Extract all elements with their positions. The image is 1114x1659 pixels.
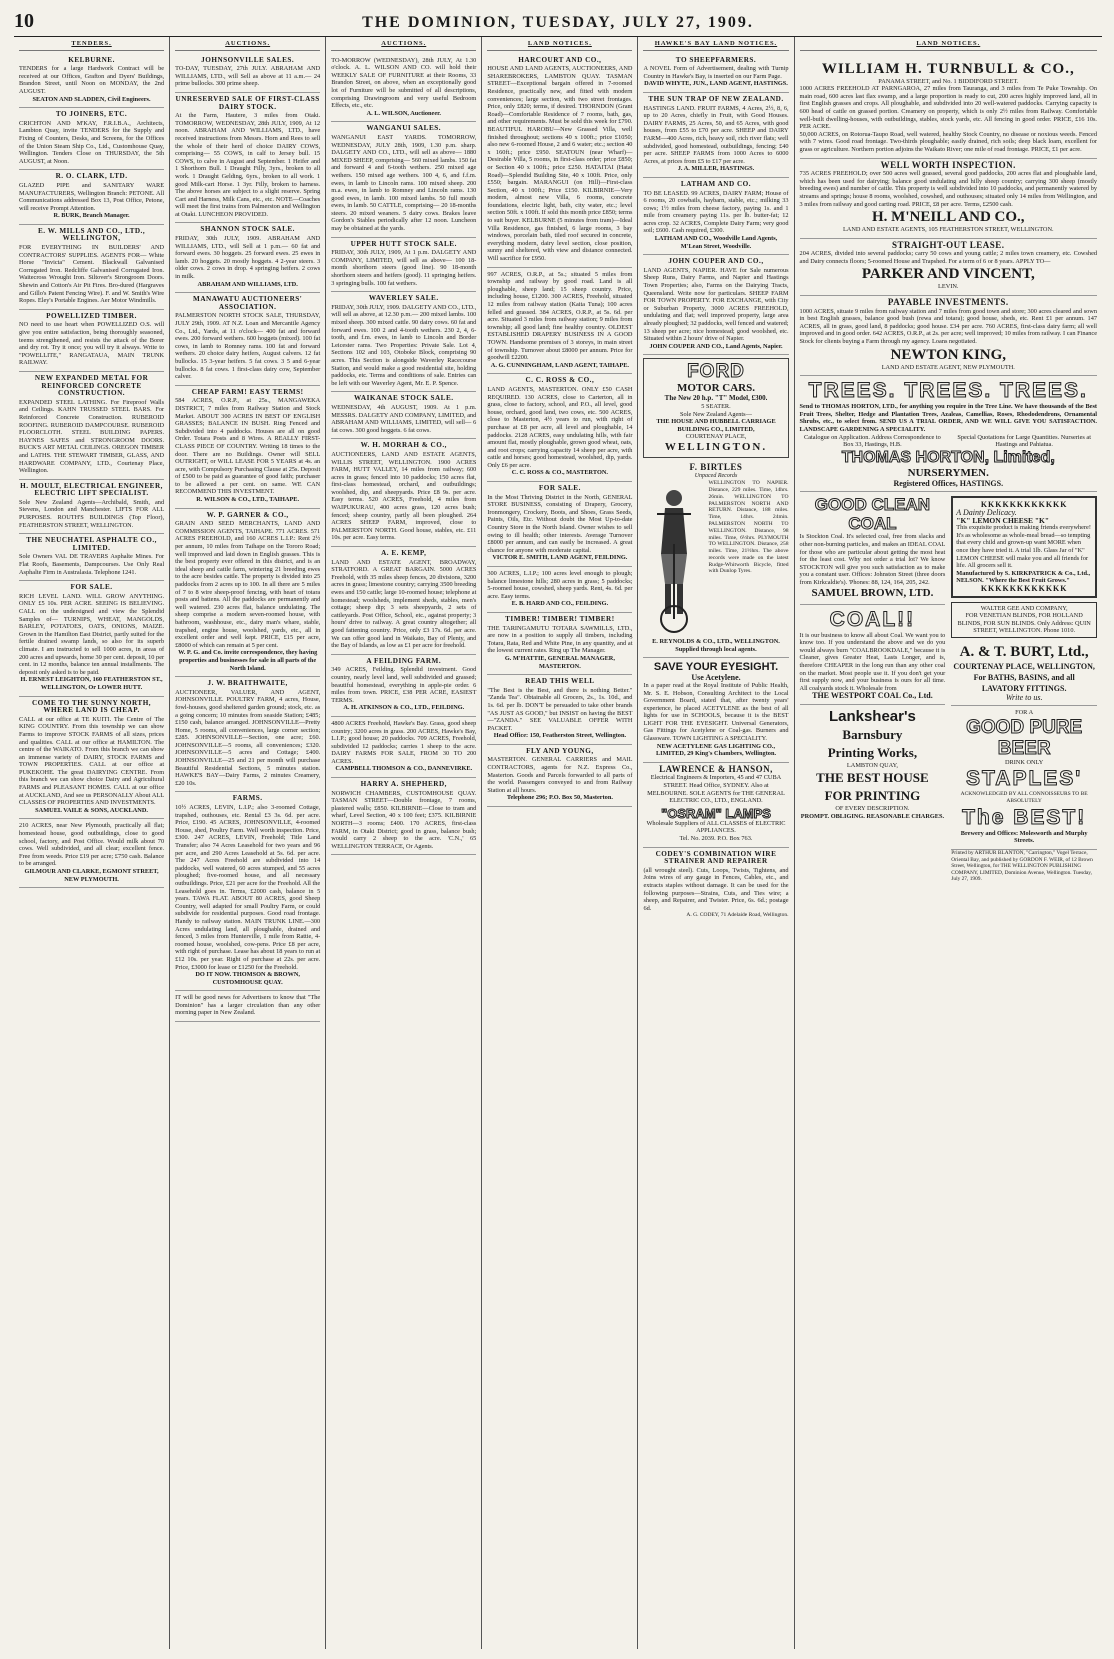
advert-heading: POWELLIZED TIMBER. xyxy=(46,311,137,320)
advert-body: FRIDAY, 30th JULY, 1909. DALGETY AND CO., LTD., will sell as above, at 12.30 p.m.— 200 mixed lambs. 100 mixed sheep. 300 mixed cattle. 90 dairy cows. 60 fat and forward ewes. 100 2 and 4-tooth wethers. 230 2, 4, 6-tooth, and f.m. ewes, in lamb to Lincoln and Border Leicester rams. Two Properties: Private Sale. Lot 4, Sections 102 and 103, Otoboke Block, comprising 90 acres. This Section is alongside Waverley Racecourse Station, and would make a good residential site, holding paddocks, etc. Terms and conditions of sale. Entries can be left with our Waverley Agent, Mr. E. P. Spence. xyxy=(331,303,477,387)
printing-line2: Barnsbury xyxy=(842,726,903,742)
advert-body: EXPANDED STEEL LATHING. For Fireproof Walls and Ceilings. KAHN TRUSSED STEEL BARS. For Reinforced Concrete Construction. RUBEROID ROOFING. RUBEROID DAMPCOURSE. RUBEROID FLOORCLOTH. STEEL BUILDING PAPERS. HAYNES SAFES and STRONGROOM DOORS. BUCK'S ART METAL CEILINGS. OREGON TIMBER and LATHS. THE STEWART TIMBER, GLASS, AND HARDWARE COMPANY, LTD., Courtenay Place, Wellington. xyxy=(19,398,165,475)
beer-line1: FOR A xyxy=(1015,709,1034,717)
advert-body: 349 ACRES, Feilding. Splendid investment. Good country, nearly level land, well subdivided and grassed; beautiful homestead, everything in apple-pie order. 6 miles from town. PRICE, £38 PER ACRE, EASIEST TERMS. xyxy=(331,666,477,704)
advert-heading: TO SHEEPFARMERS. xyxy=(675,55,757,64)
advert-signature: J. A. MILLER, HASTINGS. xyxy=(677,165,755,173)
advert-signature: R. BURK, Branch Manager. xyxy=(53,212,130,220)
printing-line4: LAMBTON QUAY, xyxy=(846,761,898,769)
auction-advert xyxy=(175,677,320,792)
burt-body: COURTENAY PLACE, WELLINGTON, For BATHS, BASINS, and all LAVATORY FITTINGS. xyxy=(953,661,1095,693)
advert-heading: WAIKANAE STOCK SALE. xyxy=(354,394,454,403)
beer-advert xyxy=(951,706,1097,850)
advert-body: At the Farm, Hautere, 3 miles from Otaki. TOMORROW, WEDNESDAY, 28th JULY, 1909, At 12 noon. ABRAHAM AND WILLIAMS, LTD., have received instructions from Messrs. Horn and Rees to sell the whole of their herd of choice DAIRY COWS, comprising— 55 COWS, in calf to Jersey bull. 15 COWS, to calve in August and September. 1 Heifer and 1 Shorthorn Bull. 1 Draught Filly, 3yrs., broken to all work. 1 Draught Gelding, 6yrs., broken to all work. 1 good Milk-cart Horse. 1 3yr. Filly, broken to harness. The above horses are subject to a slight reserve. Spring Cart and Harness, Milk Cans, etc., etc. NOTE—Coaches will meet the first trains from Palmerston and Wellington at Otaki. LUNCHEON PROVIDED. xyxy=(175,112,321,218)
lease-heading: STRAIGHT-OUT LEASE. xyxy=(892,239,1005,250)
advert-body: FRIDAY, 30th JULY, 1909, At 1 p.m. DALGETY AND COMPANY, LIMITED, will sell as above— 100 18-month shorthorn steers (good line). 90 18-month shorthorn steers and heifers (good). 11 springing heifers. 3 springing bulls. 100 fat wethers. xyxy=(331,249,477,287)
advert-body: TO-MORROW (WEDNESDAY), 28th JULY, At 1.30 o'clock. A. L. WILSON AND CO. will hold their WEEKLY SALE OF FURNITURE at their Rooms, 33 Brandon Street, on above, when an exceptionally good lot of Furniture will be submitted of all descriptions, comprising Drawingroom and very useful Bedroom Effects, etc., etc. xyxy=(331,56,477,110)
auction-advert xyxy=(175,293,320,386)
birtles-routes: WELLINGTON TO NAPIER. Distance, 229 miles. Time, 14hrs. 26min. WELLINGTON TO PALMERSTON NORTH AND RETURN. Distance, 188 miles. Time, 14hrs. 24min. PALMERSTON NORTH TO WELLINGTON. Distance, 98 miles. Time, 6½hrs. PLYMOUTH TO WELLINGTON. Distance, 258 miles. Time, 21½hrs. The above records were made on the latest Rudge-Whitworth Bicycle, fitted with Dunlop Tyres. xyxy=(708,480,789,575)
coalbrookdale-advert xyxy=(800,605,946,705)
ford-subtitle: MOTOR CARS. xyxy=(676,382,755,395)
advert-heading: TIMBER! TIMBER! TIMBER! xyxy=(505,614,615,623)
tender-advert xyxy=(19,534,164,581)
advert-signature: SAMUEL VAILE & SONS, AUCKLAND. xyxy=(35,806,148,814)
ford-advert xyxy=(643,358,788,458)
land-notice-advert xyxy=(487,374,632,482)
advert-signature: E. B. HARD AND CO., FEILDING. xyxy=(511,600,609,608)
tender-advert xyxy=(19,54,164,109)
burt-heading: A. & T. BURT, Ltd., xyxy=(959,643,1089,660)
advert-body: LAND AND ESTATE AGENT, BROADWAY, STRATFORD. A GREAT BARGAIN. 5000 ACRES Freehold, with 35 miles sheep fences, 20 divisions, 3200 acres in grass; limestone country; carrying 3500 breeding ewes and 150 cattle; large 10-roomed house; telephone at homestead; woolsheds, implement sheds, stables, men's cottage; sheep dip; 3 sets sheepyards, 2 sets of cattleyards. Post Office, School, etc., against property; 3 hours' drive to railway. A great country altogether; all good fattening country. Price, only £3 17s. 6d. per acre. We can offer good land in Waikato, Bay of Plenty, and the Bay of Islands, as low as £1 per acre for freehold. xyxy=(331,558,477,650)
hawkes-bay-notice-advert xyxy=(643,93,788,178)
advert-body: GLAZED PIPE and SANITARY WARE MANUFACTURERS, Wellington Branch: PETONE. All Communications addressed Box 13, Post Office, Petone, will receive Prompt Attention. xyxy=(19,181,165,212)
ford-agents-label: Sole New Zealand Agents— xyxy=(680,410,752,418)
auction-advert xyxy=(331,547,476,655)
lemon-title: "K" LEMON CHEESE "K" xyxy=(956,515,1049,525)
lease-agent-town: LEVIN. xyxy=(938,283,959,291)
column-auctions-1 xyxy=(170,37,326,1649)
advert-body: 10½ ACRES, LEVIN, L.I.P.; also 3-roomed Cottage, trapshed, outhouses, etc. Rental £3 3s. 6d. per acre. Price, £190. 45 ACRES, JOHNSONVILLE, 4-roomed House, shed, Poultry Farm. Well worth inspection. Price, £300. 247 ACRES, LEVIN, Freehold; Title Land Transfer; also 74 Acres Leasehold for two years and 96 per acre, and 290 Acres Leasehold at 5s. 6d. per acre. The 247 Acres Freehold are subdivided into 14 paddocks, well watered, 60 acres stumped, and 55 acres ploughed; five-roomed house, and all necessary outbuildings. Price, £21 per acre for the Freehold. All the Leasehold goes in. Terms, £2000 cash, balance in 5 years. TAWA FLAT. ABOUT 80 ACRES, good Sheep Country, well adapted for small Poultry Farm, or could subdivide for residential purposes. Good road frontage. Handy to railway station. MAIN TRUNK LINE.—300 Acres undulating land, all ploughable, drained and fenced, 3 miles from Hunterville, 1 mile from Rattie, 4-roomed house, woolshed, cow-pens. Price £8 per acre, with right of purchase. Lease has about 18 years to run at £12 10s. per year. Right of purchase at 22s. per acre. Price, £3000 for lease or £1250 for the Freehold. xyxy=(175,804,321,971)
coalbrookdale-signature: THE WESTPORT COAL Co., Ltd. xyxy=(812,691,933,701)
advert-heading: COME TO THE SUNNY NORTH, WHERE LAND IS CHEAP. xyxy=(31,698,152,715)
eyesight-body: In a paper read at the Royal Institute of Public Health, Mr. S. E. Hobson, Consulting Architect to the Local Government Board, stated that, after twenty years' experience, he placed ACETYLENE as the best of all lights for use in SCHOOLS, because it is the BEST LIGHT FOR THE EYESIGHT. Universal Generators, Gas Fittings for Acetylene or Coal-gas. Burners and Glassware. TOWN LIGHTING A SPECIALITY. xyxy=(643,681,789,743)
lawrence-body: Electrical Engineers & Importers, 45 and 47 CUBA STREET. Head Office, SYDNEY. Also at MELBOURNE. SOLE AGENTS for THE GENERAL ELECTRIC CO., LTD., ENGLAND. xyxy=(647,774,785,805)
horton-office: Registered Offices, HASTINGS. xyxy=(893,478,1004,488)
tender-advert xyxy=(19,480,164,535)
advert-signature: SEATON AND SLADDEN, Civil Engineers. xyxy=(32,95,151,103)
land-notice-advert xyxy=(487,567,632,613)
beer-body: ACKNOWLEDGED BY ALL CONNOISSEURS TO BE ABSOLUTELY xyxy=(960,790,1088,805)
auction-advert xyxy=(331,439,476,547)
auction-advert xyxy=(175,93,320,224)
auction-advert xyxy=(175,223,320,293)
wellworth-advert xyxy=(800,159,1097,239)
lemon-heading: A Dainty Delicacy. xyxy=(956,507,1017,517)
coalbrookdale-body: It is our business to know all about Coal. We want you to know too. If you understand the above and we do you would always burn "COALBROOKDALE," because it is Cleaner, gives Greater Heat, Lasts Longer, and is, therefore CHEAPER in the long run than any other coal on the market. Most people use it. If you don't get your first supply now, and your business is ours for all time. All coalyards stock it. Wholesale from xyxy=(799,631,946,692)
land-notice-advert xyxy=(487,613,632,675)
advert-heading: THE NEUCHATEL ASPHALTE CO., LIMITED. xyxy=(26,536,157,552)
auction-advert xyxy=(175,991,320,1022)
advert-heading: HARRY A. SHEPHERD, xyxy=(360,780,447,789)
advert-body: PALMERSTON NORTH STOCK SALE, THURSDAY, JULY 29th, 1909. AT N.Z. Loan and Mercantile Agency Co., Ltd., Yards, at 11 o'clock— 400 fat and forward ewes. 200 forward wethers. 600 hoggets (mixed). 100 fat cows, in lamb to Romney rams. 100 fat and forward wethers. 20 choice dairy heifers, August calvers. 12 fat bullocks. 15 3-year heifers. 5 fat cows. 3 5 and 6-year bullocks. 8 fat cows. 1 first-class dairy cow, September calver. xyxy=(175,312,321,381)
advert-body: 4800 ACRES Freehold, Hawke's Bay. Grass, good sheep country; 3200 acres in grass. 200 ACRES, Hawke's Bay, L.I.P.; good house; 20 paddocks. 709 ACRES, Freehold, subdivided 12 paddocks; carries 1 sheep to the acre. DAIRY FARMS FOR SALE, FROM 30 TO 200 ACRES. xyxy=(331,719,477,765)
lease-advert xyxy=(800,239,1097,296)
column-heading: LAND NOTICES. xyxy=(487,37,632,51)
printing-heading: Lankshear's xyxy=(828,707,916,725)
gee-heading: WALTER GEE AND COMPANY, xyxy=(980,604,1068,612)
advert-body: 210 ACRES, near New Plymouth, practically all flat; homestead house, good outbuildings, close to good school, factory, and Post Office. Would milk about 70 cows. Well subdivided, and all clear; excellent fence. Free from weeds. Price £19 per acre; £750 cash. Balance to be arranged. xyxy=(19,822,165,868)
land-notice-advert xyxy=(487,482,632,567)
advert-signature: G. M'HATTIE, GENERAL MANAGER, MASTERTON. xyxy=(504,654,615,670)
advert-body: CALL at our office at TE KUITI. The Centre of The KING COUNTRY. From this township we can show Farms to improve STOCK FARMS of all sizes, prices and qualities. CALL at our office at HAMILTON. The centre of the WAIKATO. From this branch we can show an immense variety of DAIRY, STOCK FARMS and TOWN PROPERTIES. CALL at our office at PUKEKOHE. The great DAIRYING CENTRE. From this branch we can show choice Dairy and Agricultural FARMS and PLEASANT HOMES. CALL at our office at AUCKLAND, And see us PERSONALLY About ALL CLASSES OF PROPERTIES AND INVESTMENTS. xyxy=(19,715,165,807)
advert-body: HASTINGS LAND. FRUIT FARMS, 4 Acres, 2½, 8, 6, up to 20 Acres, chiefly in Fruit, with Good Houses. DAIRY FARMS, 25 Acres, 50, and 65 Acres, with good houses, from £55 to £70 per acre. SHEEP and DAIRY FARM—400 Acres, rich, heavy soil, rich river flats; well subdivided, good homestead, outbuildings, fencing; £40 per acre. SHEEP FARMS from 1000 Acres to 6000 Acres, at prices from £5 to £17 per acre. xyxy=(643,104,789,165)
column-heading: AUCTIONS. xyxy=(175,37,320,51)
lemon-signature: Manufactured by S. KIRKPATRICK & Co., Ltd., NELSON. "Where the Best Fruit Grows." xyxy=(956,569,1091,585)
coal-heading: GOOD CLEAN COAL xyxy=(814,495,931,534)
turnbull-listing: 1000 ACRES FREEHOLD AT PARNGAROA, 27 miles from Tauranga, and 3 miles from Te Puke Township. On main road, 600 acres last flax swamp, and a large proportion is ready to cut, 200 acres highly improved land, all in first English grasses and crops. All ploughable, and subdivided into 20 well-watered paddocks. Carrying capacity is 600 head of cattle on grassed portion. Creamery on property, which is only 2½ miles from Railway. Comfortable well-built dwelling-houses, with outbuildings, stables, stock yards, etc. All fencing in good order. PRICE, £16 10s. PER ACRE. xyxy=(799,85,1098,131)
coalbrookdale-heading: COAL!! xyxy=(829,607,916,631)
beer-brewery: Brewery and Offices: Molesworth and Murphy Streets. xyxy=(960,829,1088,845)
advert-signature: A. H. ATKINSON & CO., LTD., FEILDING. xyxy=(343,704,465,712)
auction-advert xyxy=(331,392,476,439)
birtles-advert xyxy=(643,461,788,658)
gee-advert xyxy=(951,602,1097,638)
trees-quotations: Special Quotations for Large Quantities. Nurseries at Hastings and Pahiatua. xyxy=(957,433,1091,449)
lawrence-heading: LAWRENCE & HANSON, xyxy=(659,763,773,774)
advert-heading: W. P. GARNER & CO., xyxy=(206,510,289,519)
lawrence-contact: Tel. No. 2039. P.O. Box 763. xyxy=(679,835,753,842)
auction-advert xyxy=(331,717,476,778)
printing-line3: Printing Works, xyxy=(827,744,918,760)
beer-best: The BEST! xyxy=(962,805,1087,829)
advert-signature: JOHN COUPER AND CO., Land Agents, Napier. xyxy=(649,342,783,350)
turnbull-address: PANAMA STREET, and No. 1 BIDDIFORD STREET. xyxy=(878,77,1019,85)
eyesight-advert xyxy=(643,658,788,763)
coal-advert xyxy=(800,492,946,604)
advert-body: HOUSE AND LAND AGENTS, AUCTIONEERS, AND SHAREBROKERS, LAMBTON QUAY. TASMAN STREET—Exceptional bargain offered in 7-roomed Residence, practically new, and fitted with modern conveniences; large section, with two street frontages. Price, only £820; terms, if desired. THORNDON (Grant Road)—Comfortable Residence of 7 rooms, bath, gas, and other requirements. Must be sold this week for £790. BEAUTIFUL HAROBU—New Grassed Villa, well finished throughout; sections 40 x 100ft.; price £1050; also new 6-roomed House, 2 and 6 water; etc.; section 40 x 160ft.; price £950. SEATOUN (near Wharf)—Desirable Villa, 5 rooms, in first-class order; price £850; or Section 40 x 100ft.; price £250. HATAITAI (Hatai Road)—Splendid Building Site, 40 x 100ft. Price, only £550; bargain. MARANGUI (on Hill)—First-class Section, 40 x 100ft.; Price £150. KILBIRNIE—Very modern, almost new Villa, 6 rooms, concrete foundations, electric light, bath, city water, etc.; level section 50ft. x 100ft. If sold this month price £850; terms to suit buyer. KELBURNE (5 minutes from tram)—Ideal Villa Residence, gas finished, 6 large rooms, 3 bay windows, porcelain bath, tiled roof secured in concrete, everything modern, dairy level section, close position, sunny and sheltered, with view and distance connected. Will sacrifice for £950. xyxy=(487,65,633,263)
advert-heading: A. E. KEMP, xyxy=(381,549,427,558)
advert-body: 584 ACRES, O.R.P., at 25s., MANGAWEKA DISTRICT, 7 miles from Railway Station and Stock Market. ABOUT 300 ACRES IN BEST OF ENGLISH GRASSES; BALANCE IN BUSH. Ring Fenced and Subdivided into 4 paddocks. Houses are all on good Order. Totara Posts and 8 Wires. A REALLY FIRST-CLASS PIECE OF COUNTRY. Writing 18 times to the door. There are no Buildings. Owner will SELL OUTRIGHT, or WILL LEASE FOR 5 YEARS at 4s. an acre, with Compulsory Purchasing Clause at 25s. Deposit of £500 to be paid as guarantee of good faith; purchaser to be allowed a per cent. on same. WE CAN RECOMMEND THIS INVESTMENT. xyxy=(175,397,321,496)
beer-line3: DRINK ONLY xyxy=(1004,759,1044,767)
page-number: 10 xyxy=(14,10,34,32)
auction-advert xyxy=(175,386,320,509)
auction-advert xyxy=(331,778,476,855)
wellworth-heading: WELL WORTH INSPECTION. xyxy=(880,159,1016,170)
ford-city: WELLINGTON. xyxy=(664,440,768,453)
advert-heading: SHANNON STOCK SALE. xyxy=(200,225,295,234)
tender-advert xyxy=(19,697,164,820)
advert-signature: H. ERNEST LEIGHTON, 160 FEATHERSTON ST., WELLINGTON, Or LOWER HUTT. xyxy=(20,676,163,691)
lemon-body: This exquisite product is making friends everywhere! It's as wholesome as whole-meal bread—so tempting that every child and grown-up want MORE when once they have tried it. A trial 1lb. Glass Jar of "K" LEMON CHEESE will make you and all friends for life. All grocers sell it. xyxy=(956,524,1091,570)
tender-advert xyxy=(19,581,164,696)
payable-agent: NEWTON KING, xyxy=(890,346,1007,363)
tender-advert xyxy=(19,372,164,480)
coal-body: Is Stockton Coal. It's selected coal, free from slacks and other non-burning particles, and makes an IDEAL COAL for those who are particular about getting the most heat for the least cost. Why not order a trial lot? We know STOCKTON will give you such satisfaction as to make you a constant user. Offices: Johnston Street (three doors from Kirkcaldie's). 'Phones: 88, 124, 164, 205, 242. xyxy=(799,533,946,586)
advert-heading: J. W. BRAITHWAITE, xyxy=(207,679,288,688)
advert-heading: MANAWATU AUCTIONEERS' ASSOCIATION. xyxy=(193,295,303,311)
trees-catalogue: Catalogue on Application. Address Correspondence to Box 33, Hastings, H.B. xyxy=(804,433,941,449)
tender-advert xyxy=(19,170,164,225)
printing-tagline: PROMPT. OBLIGING. REASONABLE CHARGES. xyxy=(800,813,945,821)
wellworth-body: 735 ACRES FREEHOLD; over 500 acres well grassed, several good paddocks, 200 acres flat and ploughable land, which has been used for dairying; balance good undulating and hilly sheep country; carrying 300 sheep (mostly breeding ewes) and number of cattle. This property is well subdivided into 10 paddocks, and permanently watered by streams and springs; house 8 rooms, woolshed, cowshed, and outhouses; situated only 14 miles from Wellington, and 3 miles from railway and good carting road. PRICE, £8 per acre. Terms, £2500 cash. xyxy=(799,170,1098,208)
land-notice-advert xyxy=(487,268,632,375)
lower-ads xyxy=(800,492,1097,882)
osram-body: Wholesale Suppliers of ALL CLASSES of ELECTRIC APPLIANCES. xyxy=(646,819,786,835)
advert-heading: LATHAM AND CO. xyxy=(680,179,752,188)
codey-body: (all wrought steel). Cuts, Loops, Twists, Tightens, and Joins wires of any gauge in Fences, Cables, etc., and extracts staples without damage. It can be used for the following purposes—Strains, Cuts, and Ties wire; a sheep, and Repairer, and Twister. Price, 6s. 6d.; postage 6d. xyxy=(643,866,789,912)
auction-advert xyxy=(331,238,476,293)
advert-body: FOR EVERYTHING IN BUILDERS' AND CONTRACTORS' SUPPLIES. AGENTS FOR— White Horse "Invicta" Cement. Blackwall Galvanised Corrugated Iron. Redcliffe Galvanised Corrugated Iron. Waitecross Wrought Iron. Siltover's Strongroom Doors. Shewin and Cotton's Air Pit Fires. Bro-dured (Hargraves and Gillo's Patent Fencing Wire). F. and W. Smith's Wire Ropes. Eley's Portable Engines. Aer Motor Windmills. xyxy=(19,244,165,305)
column-auctions-2 xyxy=(326,37,482,1649)
birtles-heading: F. BIRTLES xyxy=(689,461,743,472)
advert-body: CRICHTON AND M'KAY, F.R.I.B.A., Architects, Lambton Quay, invite TENDERS for the Supply and Fixing of Counters, Desks, and Screens, for the Offices of the Union Steam Ship Co., Ltd., Customhouse Quay, Wellington. Tenders Close on THURSDAY, the 5th AUGUST, at Noon. xyxy=(19,119,165,165)
osram-heading: "OSRAM" LAMPS xyxy=(661,805,771,821)
printing-line6: FOR PRINTING xyxy=(824,788,921,804)
advert-signature: ABRAHAM AND WILLIAMS, LTD. xyxy=(197,280,298,288)
advert-body: IT will be good news for Advertisers to know that "The Dominion" has a larger circulation than any other morning paper in New Zealand. xyxy=(175,994,321,1017)
auction-advert xyxy=(175,54,320,93)
cyclist-illustration xyxy=(643,480,705,638)
column-heading: AUCTIONS. xyxy=(331,37,476,51)
printing-line5: THE BEST HOUSE xyxy=(816,770,929,786)
advert-body: MASTERTON. GENERAL CARRIERS and MAIL CONTRACTORS, agents for N.Z. Express Co., Masterton. Goods and Parcels forwarded to all parts of the world. Passengers conveyed to and from Railway Station at all hours. xyxy=(487,756,633,794)
eyesight-signature: NEW ACETYLENE GAS LIGHTING CO., LIMITED, 29 King's Chambers, Wellington. xyxy=(655,742,777,758)
advert-heading: CHEAP FARM! EASY TERMS! xyxy=(191,387,304,396)
coal-signature: SAMUEL BROWN, LTD. xyxy=(811,586,934,599)
paper-title: THE DOMINION, TUESDAY, JULY 27, 1909. xyxy=(362,14,754,31)
advert-body: TO-DAY, TUESDAY, 27th JULY. ABRAHAM AND WILLIAMS, LTD., will Sell as above at 11 a.m.— 24 prime bullocks. 300 prime sheep. xyxy=(175,65,321,88)
codey-heading: CODEY'S COMBINATION WIRE STRAINER AND REPAIRER xyxy=(655,849,777,866)
advert-body: THE TARINGAMUTU TOTARA SAWMILLS, LTD., are now in a position to supply all timbers, including Totara, Rata, Red and White Pine, in any quantity, and at the lowest current rates. Ring up The Manager. xyxy=(487,624,633,655)
land-notice-advert xyxy=(487,675,632,745)
burt-advert xyxy=(951,640,1097,707)
advert-heading: READ THIS WELL xyxy=(525,677,595,686)
beer-line2: GOOD PURE BEER xyxy=(966,717,1083,760)
column-heading: LAND NOTICES. xyxy=(800,37,1097,51)
wellworth-agent-address: LAND AND ESTATE AGENTS, 105 FEATHERSTON STREET, WELLINGTON. xyxy=(842,226,1054,234)
advert-body: A NOVEL Form of Advertisement, dealing with Turnip Country in Hawke's Bay, is inserted on our Farm Page. xyxy=(643,65,789,80)
advert-signature: LATHAM AND CO., Woodville Land Agents, M'Lean Street, Woodville. xyxy=(654,235,778,250)
k-border-bottom: KKKKKKKKKKKK xyxy=(980,583,1068,593)
payable-heading: PAYABLE INVESTMENTS. xyxy=(887,297,1009,308)
lemon-cheese-advert xyxy=(951,496,1097,597)
advert-heading: W. H. MORRAH & CO., xyxy=(360,441,447,450)
advert-heading: FLY AND YOUNG, xyxy=(526,746,594,755)
advert-body: FRIDAY, 30th JULY, 1909. ABRAHAM AND WILLIAMS, LTD., will Sell at 1 p.m.— 60 fat and forward ewes. 30 hoggets. 25 forward ewes. 25 ewes in lamb. 20 hoggets. 20 mostly hoggets. 4 2-year steers. 3 older cows. 2 cows in drop. 4 springing heifers. 2 cows in milk. xyxy=(175,235,321,281)
advert-heading: FOR SALE. xyxy=(70,583,113,592)
auction-advert xyxy=(175,792,320,991)
printer-imprint: Printed by ARTHUR BLANTON, "Carrington," Vogel Terrace, Oriental Bay, and published by GORDON F. WEIR, of 12 Brown Street, Wellington, for THE WELLINGTON PUBLISHING COMPANY, LIMITED, Dominion Avenue, Wellington. Tuesday, July 27, 1909. xyxy=(951,850,1093,883)
auction-advert xyxy=(331,292,476,392)
advert-heading: UPPER HUTT STOCK SALE. xyxy=(350,239,457,248)
eyesight-heading: SAVE YOUR EYESIGHT. xyxy=(653,661,779,674)
tender-advert xyxy=(19,819,164,888)
horton-subheading: NURSERYMEN. xyxy=(907,466,989,479)
birtles-subheading: Unpaced Records xyxy=(694,472,738,479)
trees-advert xyxy=(800,376,1097,492)
advert-body: 997 ACRES, O.R.P., at 5s.; situated 5 miles from township and railway by good road. Land is all ploughable, sheep land; 15 sheep country. Price, including house, £1200. 300 ACRES, Freehold, situated 12 miles from railway station (Kaita Tuna); 100 acres felled and grassed. 384 ACRES, O.R.P., at 5s. 6d. per acre. Situated 3 miles from railway station; 9 miles from township; all good land; fine healthy country. OLDEST ESTABLISHED DRAPERY BUSINESS IN A GOOD TOWN. Handsome premises of 3 storeys, in main street of township. Turnover about £8000 per annum. Price for goodwill £2200. xyxy=(487,270,633,362)
advert-signature: R. WILSON & CO., LTD., TAIHAPE. xyxy=(196,496,300,504)
advert-heading: R. O. CLARK, LTD. xyxy=(55,172,128,181)
k-border-top: KKKKKKKKKKKK xyxy=(980,500,1068,510)
advert-body: AUCTIONEER, VALUER, AND AGENT, JOHNSONVILLE. POULTRY FARM, 4 acres, House, fowl-houses, good sheltered garden ground; stock, etc. as a going concern; 10 minutes from seaside Station; £485; £150 cash, balance arranged. JOHNSONVILLE—Pretty Home, 5 rooms, all conveniences, large corner section; £285. JOHNSONVILLE—Section, one acre; £60. JOHNSONVILLE—5 rooms, all conveniences; £320. JOHNSONVILLE—5 acres and Cottage; £400. JOHNSONVILLE—25 and 21 per month will purchase Beautiful Residential Sections, 5 minutes station. HAWKE'S BAY—Dairy Farms, 2 minutes Creamery, £20 10s. xyxy=(175,688,321,787)
advert-heading: NEW EXPANDED METAL FOR REINFORCED CONCRETE CONSTRUCTION. xyxy=(34,373,149,398)
advert-body: WANGANUI EAST YARDS. TOMORROW, WEDNESDAY, JULY 28th, 1909, 1.30 p.m. sharp. DALGETY AND CO., LTD., will sell as above— 1880 MIXED SHEEP, comprising— 560 mixed lambs. 150 fat and forward 4 and 6-tooth wethers. 250 mixed age wethers. 150 mixed age wethers. 100 4, 6, and f.f.m. ewes, in lamb to Lincoln rams. 100 mixed sheep. 200 m.a. ewes, in lamb to Romney and Lincoln rams. 130 good ewes, in lamb. 100 mixed lambs. 50 full mouth ewes, in lamb. 50 CATTLE, comprising— 20 18-months steers. 20 mixed weaners. 5 dairy cows. Brakes leave Gordon's Stables periodically after 12 noon. Luncheon may be obtained at the yards. xyxy=(331,133,477,233)
printing-line7: OF EVERY DESCRIPTION. xyxy=(835,805,910,813)
advert-signature: W. P. G. and Co. invite correspondence, they having properties and businesses for sale in all parts of the North Island. xyxy=(178,649,318,672)
advert-heading: THE SUN TRAP OF NEW ZEALAND. xyxy=(648,94,784,103)
ford-wordmark: FORD xyxy=(687,361,745,383)
codey-signature: A. G. CODEY, 71 Adelaide Road, Wellington. xyxy=(686,912,789,919)
gee-body: FOR VENETIAN BLINDS, FOR HOLLAND BLINDS, FOR SUN BLINDS. Only Address: QUIN STREET, WELLINGTON. Phone 1010. xyxy=(957,612,1091,635)
lease-body: 204 ACRES, divided into several paddocks; carry 50 cows and young cattle; 2 miles town creamery, etc. Cowshed and Dairy connects floors; 5-roomed House and Trapshed. For a term of 6 or 8 years. APPLY TO— xyxy=(799,250,1098,265)
land-notice-advert xyxy=(487,54,632,268)
beer-brand: STAPLES' xyxy=(966,766,1083,790)
ford-seats: 5 SEATER. xyxy=(701,402,731,410)
advert-body: TENDERS for a large Hardwork Contract will be received at our Offices, Grafton and Dyers' Buildings, Brandon Street, until Noon on MONDAY, the 2nd AUGUST. xyxy=(19,65,165,95)
advert-signature: Telephone 296; P.O. Box 50, Masterton. xyxy=(506,794,613,802)
advert-heading: WAVERLEY SALE. xyxy=(368,294,439,303)
advert-body: RICH LEVEL LAND. WILL GROW ANYTHING. ONLY £5 10s. PER ACRE. SEEING IS BELIEVING. CALL on the undersigned and view the Splendid Samples of— TURNIPS, WHEAT, MANGOLDS, BARLEY, POTATOES, OATS, ONIONS, MAIZE. Grown in the Hamilton East District, partly suited for the fertile drained swamp lands, so also for its superb climate. I am instructed to sell 1000 acres, in areas of 200 acres and upwards, home 30 per cent. deposit, 10 per cent. in 12 months, balance ten annual installments. The deposit only asked is to be paid. xyxy=(19,592,165,676)
printing-advert xyxy=(800,705,946,825)
eyesight-subheading: Use Acetylene. xyxy=(691,673,741,683)
horton-heading: THOMAS HORTON, Limited, xyxy=(841,448,1055,466)
advert-heading: A FEILDING FARM. xyxy=(366,656,442,665)
advert-body: NORWICH CHAMBERS, CUSTOMHOUSE QUAY. TASMAN STREET—Double frontage, 7 rooms, plastered walls; £850. KILBIRNIE—Close to tram and wharf, Level Section, 40 x 100 feet; £375. KILBIRNIE NORTH—3 rooms; £400. 170 ACRES, first-class FARM, in Otaki District; good in grass, balance bush; would carry 2 sheep to the acre. 'C.N.,' 65 WELLINGTON TERRACE, Or Agents. xyxy=(331,789,477,850)
advert-heading: JOHNSONVILLE SALES. xyxy=(201,55,295,64)
lease-agent: PARKER AND VINCENT, xyxy=(861,266,1035,283)
masthead xyxy=(14,10,1102,37)
land-notice-advert xyxy=(487,745,632,807)
advert-signature: DO IT NOW. THOMSON & BROWN, CUSTOMHOUSE QUAY. xyxy=(195,971,300,986)
advert-body: LAND AGENTS, MASTERTON. ONLY £50 CASH REQUIRED. 130 ACRES, close to Carterton, all in grass, close to factory, school, and P.O., all level, good house, orchard, good land, two cows, etc. 500 ACRES, close to Masterton, 4½ years to run, with right of purchase at £8 per acre, all level and ploughable, 14 paddocks. 2128 ACRES, easy undulating hills, with fair amount flat, mostly ploughable, grown good wheat, oats, and root crops; carrying capacity 14 sheep per acre, with cattle and horses; good homestead, woolshed, dip, yards. Only £6 per acre. xyxy=(487,385,633,469)
column-land-notices xyxy=(482,37,638,1649)
advert-heading: HARCOURT AND CO., xyxy=(518,55,602,64)
payable-advert xyxy=(800,296,1097,376)
advert-heading: UNRESERVED SALE OF FIRST-CLASS DAIRY STOCK. xyxy=(175,94,320,111)
column-tenders xyxy=(14,37,170,1649)
advert-heading: JOHN COUPER AND CO., xyxy=(668,257,764,266)
ford-model: The New 20 h.p. "T" Model, £300. xyxy=(664,394,768,403)
advert-heading: TO JOINERS, ETC. xyxy=(55,110,128,119)
hawkes-bay-notice-advert xyxy=(643,178,788,255)
tender-advert xyxy=(19,310,164,372)
auction-advert xyxy=(331,122,476,237)
ford-address: COURTENAY PLACE, xyxy=(685,433,747,441)
advert-signature: Head Office: 150, Featherston Street, Wellington. xyxy=(493,732,627,740)
hawkes-bay-notice-advert xyxy=(643,255,788,355)
turnbull-heading: WILLIAM H. TURNBULL & CO., xyxy=(821,60,1075,77)
advert-heading: FOR SALE. xyxy=(538,484,581,493)
turnbull-listing: 50,000 ACRES, on Rotorua-Taupo Road, well watered, healthy Stock Country, no disease or noxious weeds. Fenced with 7 wires. Good road frontage. Two-thirds ploughable; easily drained, rich soils; deep black loam, excellent for grass or agriculture. Northern portion adjoins the Waikato River; one mile of road frontage. PRICE, £1 per acre. xyxy=(799,130,1098,153)
advert-body: AUCTIONEERS, LAND AND ESTATE AGENTS, WILLIS STREET, WELLINGTON. 1900 ACRES FARM, HUTT VALLEY, 14 miles from railway; 600 acres in grass; fenced into 10 paddocks; 150 acres flat, first-class homestead, orchard, and outbuildings; woolshed, dip, and sheepyards. Price £8 9s. per acre. Easy terms. 520 ACRES, Freehold, 4 miles from WAIPUKURAU, 400 acres grass, 120 acres bush; fenced; sheep country, partly all been ploughed. 264 ACRES SHEEP FARM, improved, close to PALMERSTON NORTH. Good house, stables, etc. £11 10s. per acre. Easy terms. xyxy=(331,450,477,542)
advert-body: NO need to use heart when POWELLIZED O.S. will give you entire satisfaction, being thoroughly seasoned, teems strengthened, and resists the attack of the Borer and dry rot. Try it once; you will try it always. Write to "POWELLITE," RANGATAUA, MAIN TRUNK RAILWAY. xyxy=(19,321,165,367)
ford-agent: THE HOUSE AND HUBBELL CARRIAGE BUILDING CO., LIMITED, xyxy=(656,418,776,433)
advert-signature: VICTOR E. SMITH, LAND AGENT, FEILDING. xyxy=(492,554,628,562)
wellworth-agent: H. M'NEILL AND CO., xyxy=(872,209,1025,226)
tender-advert xyxy=(19,225,164,310)
column-heading: HAWKE'S BAY LAND NOTICES. xyxy=(643,37,788,51)
advert-body: "The Best is the Best, and there is nothing Better." "Zanda Tea". Obtainable all Grocers, 2s., 1s. 10d., and 1s. 6d. per lb. DON'T be persuaded to take other brands "AS JUST AS GOOD," but INSIST on having the BEST—"ZANDA." SEE VALUABLE OFFER WITH PACKET. xyxy=(487,686,633,732)
turnbull-advert xyxy=(800,54,1097,159)
advert-body: GRAIN AND SEED MERCHANTS, LAND AND COMMISSION AGENTS, TAIHAPE. 771 ACRES. 571 ACRES FREEHOLD, and 160 ACRES L.I.P.: Rent 2½ per annum, 10 miles from Taihape on the Tororo Road; well improved and laid down in English grasses. This is the best property ever offered in this district, and is an ideal sheep and cattle farm, wintering 21 breeding ewes to the acre besides cattle. The property is divided into 25 paddocks from 2 acres up to 100. In all there are 5 miles of 7 to 8 wire sheep-proof fencing, with heart of totara posts and battens. All the paddocks are permanently and well watered. 230 acres flat, balance undulating. The sheep comprise a modern seven-roomed house, with bathroom, washhouse, etc., dairy man's whare, stable, trapshed, engine house, woolshed, yards, etc., all in excellent order and well kept. PRICE, £15 per acre, £8000 of which can remain at 5 per cent. xyxy=(175,520,321,649)
trees-body: Send to THOMAS HORTON, LTD., for anything you require in the Tree Line. We have thousands of the Best Fruit Trees, Shelter, Hedge and Plantation Trees, Azaleas, Camellias, Roses, Rhododendrons, Ornamental Shrubs, etc., to select from. SEND US A TRIAL ORDER, AND WE WILL GIVE YOU SATISFACTION. LANDSCAPE GARDENING A SPECIALITY. xyxy=(799,403,1098,433)
hawkes-bay-notice-advert xyxy=(643,54,788,93)
advert-body: Sole New Zealand Agents—Archibald, Smith, and Stevens, London and Manchester. LIFTS FOR ALL PURPOSES. ROUTH'S BUILDINGS (Top Floor), FEATHERSTON STREET, WELLINGTON. xyxy=(19,498,165,529)
advert-signature: C. C. ROSS & CO., MASTERTON. xyxy=(511,469,608,477)
tender-advert xyxy=(19,108,164,170)
burt-signature: Write to us. xyxy=(1005,692,1043,702)
auction-advert xyxy=(331,655,476,717)
advert-signature: A. L. WILSON, Auctioneer. xyxy=(366,109,441,117)
advert-signature: A. G. CUNNINGHAM, LAND AGENT, TAIHAPE. xyxy=(490,361,629,369)
column-heading: TENDERS. xyxy=(19,37,164,51)
codey-advert xyxy=(643,848,788,924)
payable-agent-address: LAND AND ESTATE AGENT, NEW PLYMOUTH. xyxy=(881,363,1015,371)
column-hawkes-bay xyxy=(638,37,794,1649)
advert-signature: CAMPBELL THOMSON & CO., DANNEVIRKE. xyxy=(335,765,473,773)
advert-heading: FARMS. xyxy=(232,794,263,803)
advert-body: Sole Owners VAL DE TRAVERS Asphalte Mines. For Flat Roofs, Basements, Dampcourses. Use Only Real Asphalte Firm in Australasia. Telephone 1241. xyxy=(19,553,165,576)
advert-signature: GILMOUR AND CLARKE, EGMONT STREET, NEW PLYMOUTH. xyxy=(24,868,159,883)
advert-heading: C. C. ROSS & CO., xyxy=(525,376,595,385)
trees-heading: TREES. TREES. TREES. xyxy=(808,379,1088,403)
advert-body: TO BE LEASED. 99 ACRES, DAIRY FARM; House of 6 rooms, 20 cowbails, haybarn, stable, etc.; milking 33 cows; 1½ miles from cheese factory, paying 1s. and 1 mile from creamery paying 11s. per lb. butter-fat; 12 acres crop. 32 ACRES, Complete Dairy Farm; very good soil; £600. Cash required, £300. xyxy=(643,189,789,235)
advert-body: In the Most Thriving District in the North, GENERAL STORE BUSINESS, consisting of Drapery, Grocery, Ironmongery, Crockery, Boots, and Shoes, Grass Seeds, Paints, Oils, Etc. Without doubt the Most Up-to-date Country Store in the North Island. Owner wishes to sell owing to ill health; other interests. Average Turnover £8000 per annum, and can easily be increased. A great chance for anyone with moderate capital. xyxy=(487,493,633,554)
birtles-signature: E. REYNOLDS & CO., LTD., WELLINGTON. Supplied through local agents. xyxy=(652,638,780,653)
advert-body: WEDNESDAY, 4th AUGUST, 1909. At 1 p.m. MESSRS. DALGETY AND COMPANY, LIMITED, and ABRAHAM AND WILLIAMS, LIMITED, will sell— 6 fat cows. 300 good hoggets. 6 fat cows. xyxy=(331,403,477,434)
advert-body: LAND AGENTS, NAPIER. HAVE for Sale numerous Sheep Runs, Dairy Farms, and Napier and Hastings Town Properties; also, Farms on the Dairying Tracts, Queensland. Write now for particulars. SHEEP FARM FOR TOWN PROPERTY. FOR EXCHANGE, with City or Suburban Property, 3000 ACRES FREEHOLD, undulating and flat; well improved property, large area already ploughed; 32 paddocks, well fenced and watered; 13 sheep per acre; nice homestead; good woolshed, etc. Situated within 2 hours' drive of Napier. xyxy=(643,266,789,343)
lawrence-advert xyxy=(643,763,788,848)
advert-heading: E. W. MILLS AND CO., LTD., WELLINGTON, xyxy=(37,226,146,243)
payable-body: 1000 ACRES, situate 9 miles from railway station and 7 miles from good town and store; 300 acres cleared and sown in best English grasses, balance good bush (rewa and totara); good house, sheds, etc. Rent £1 per annum. 147 ACRES, all in grass, good land, 8 paddocks; good house. £34 per acre. 760 ACRES, first-class dairy farm; all well improved and in good order. 642 ACRES, O.R.P., at 2s. per acre; well improved; 10 miles from railway. I can Finance Stock for clients buying a Farm through my agency. Loans negotiated. xyxy=(799,307,1098,346)
advert-heading: WANGANUI SALES. xyxy=(366,124,442,133)
auction-advert xyxy=(175,509,320,677)
advert-body: 300 ACRES, L.I.P.; 100 acres level enough to plough; balance limestone hills; 280 acres in grass; 5 paddocks; 5-roomed house, cowshed, sheep yards. Rent, 4s. 6d. per acre. Easy terms. xyxy=(487,570,633,600)
advert-heading: KELBURNE. xyxy=(68,55,115,64)
column-land-notices-2 xyxy=(795,37,1102,1649)
advert-heading: H. MOULT, ELECTRICAL ENGINEER, ELECTRIC LIFT SPECIALIST. xyxy=(20,481,163,498)
advert-signature: DAVID WHYTE, JUN., LAND AGENT, HASTINGS. xyxy=(644,80,788,88)
auction-advert xyxy=(331,54,476,123)
